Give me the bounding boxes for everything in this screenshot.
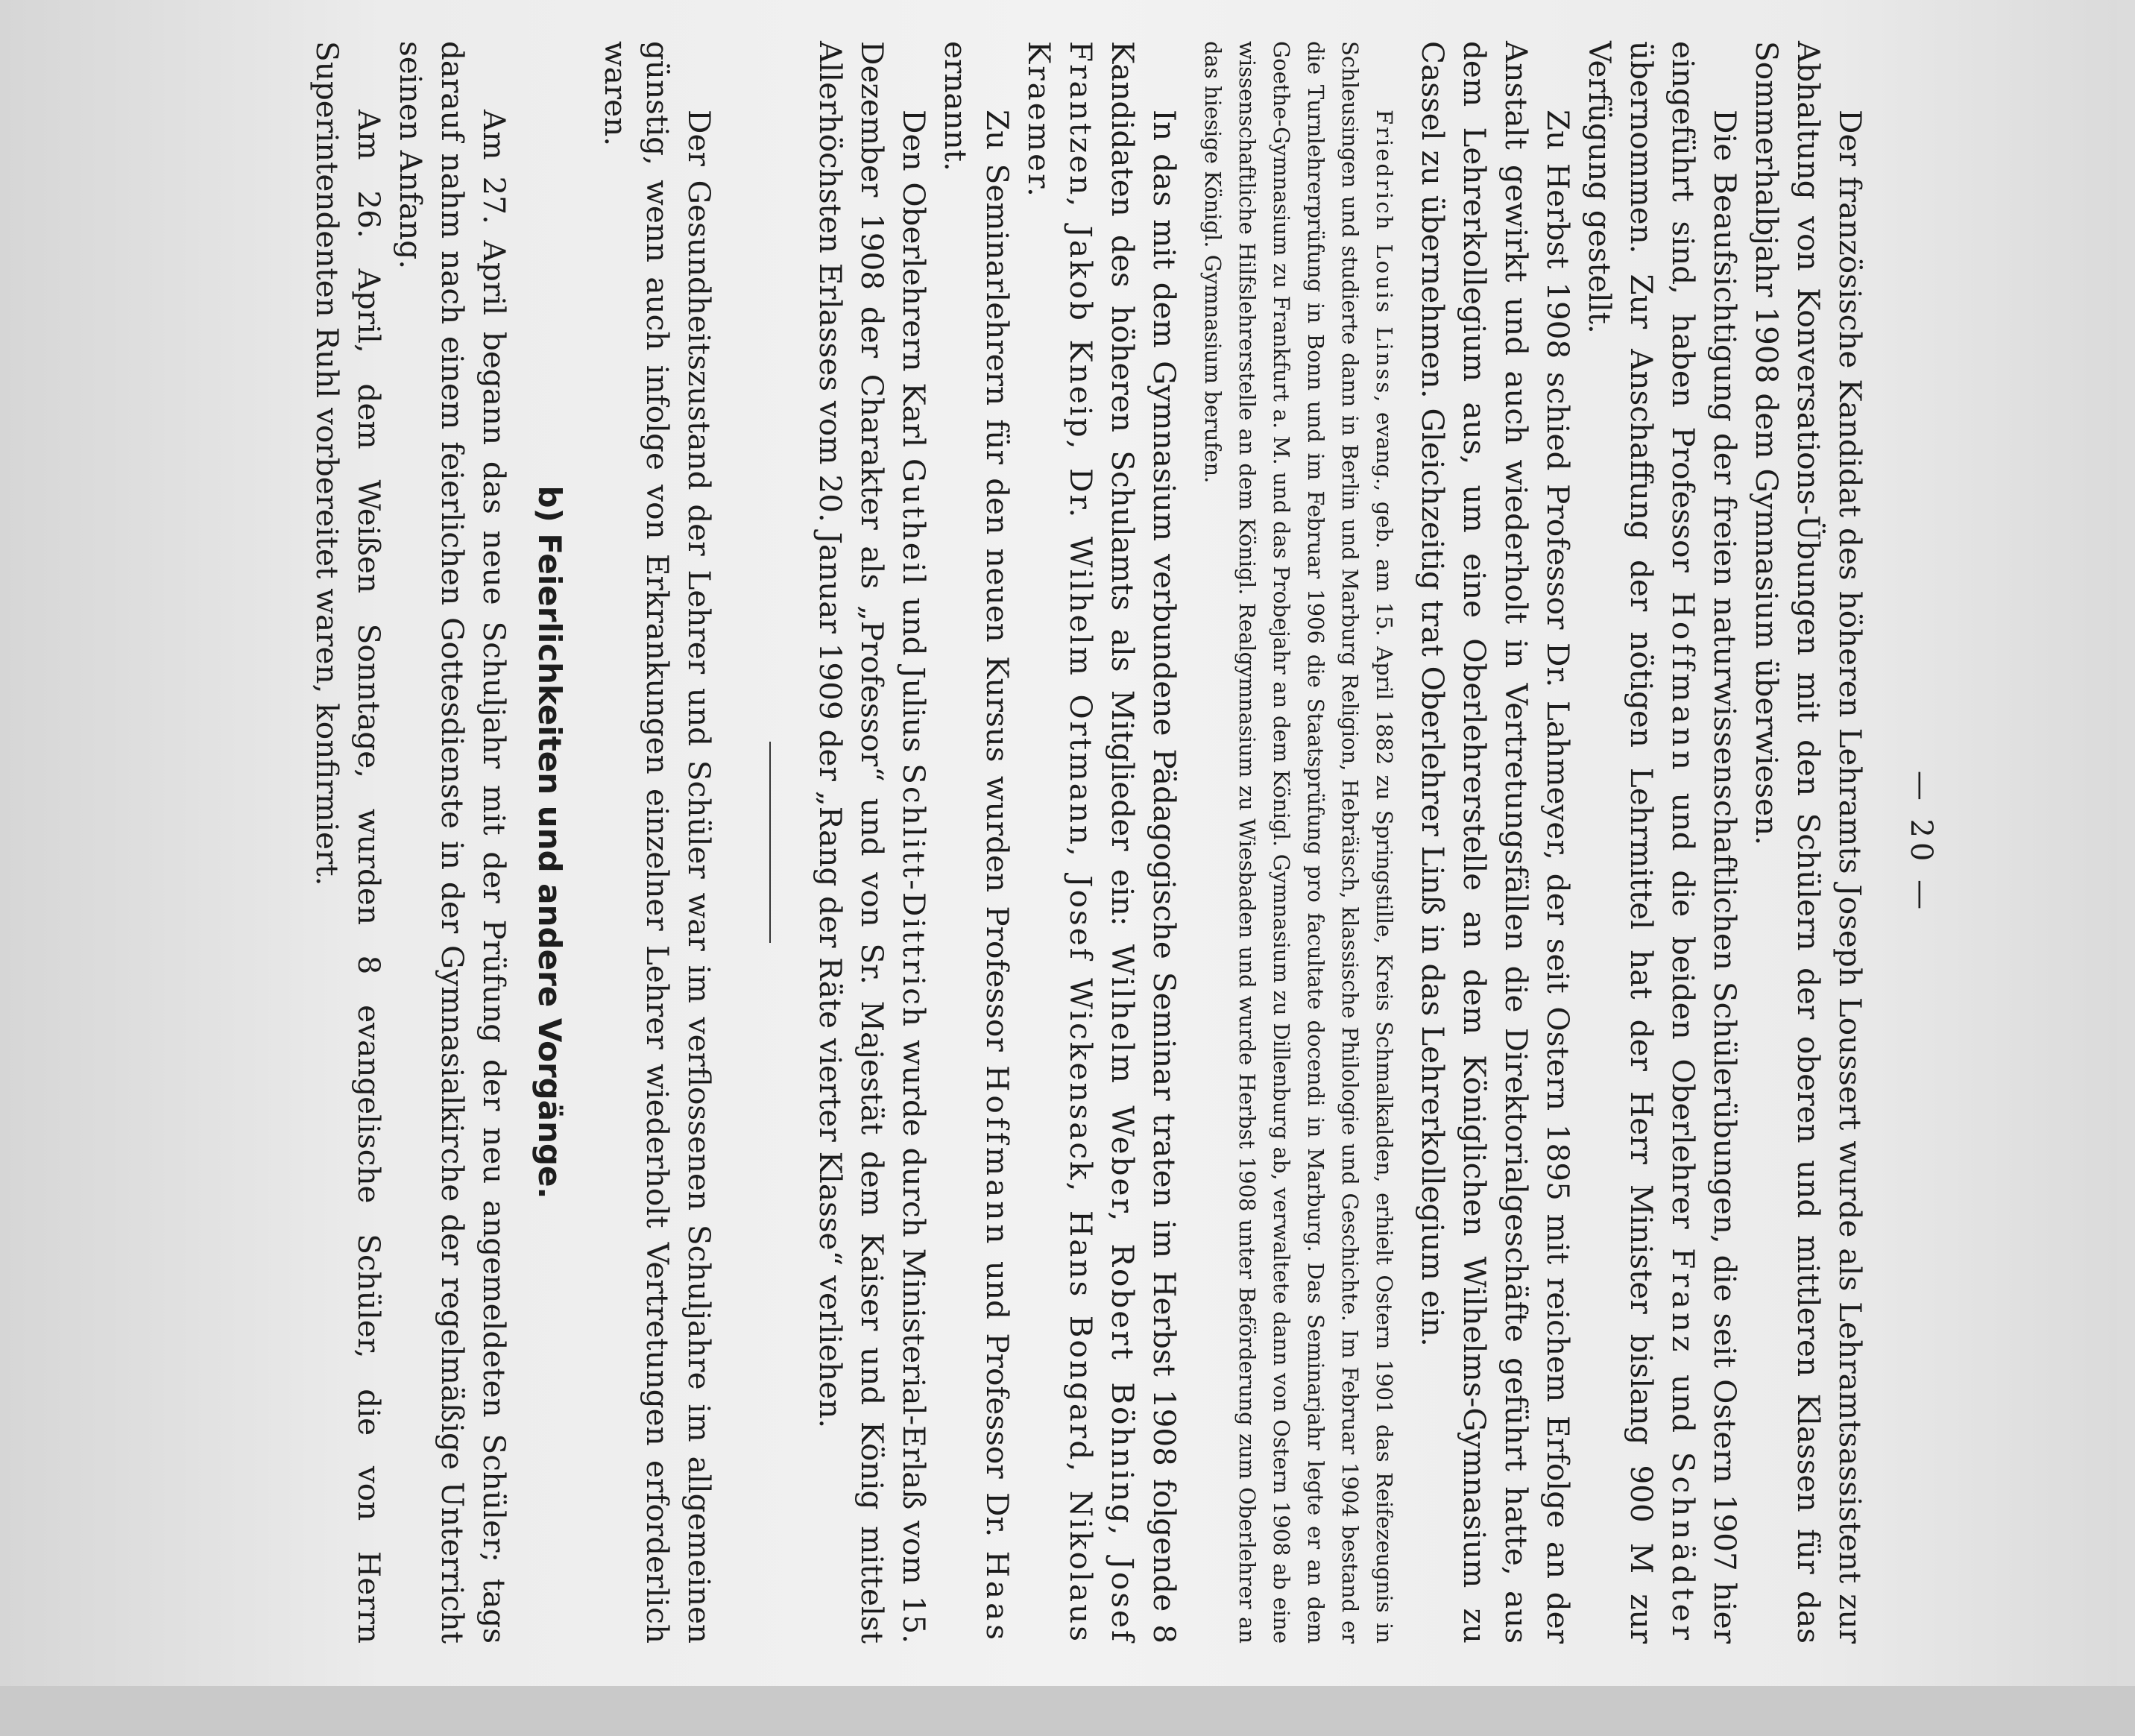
- page-edge-right: [2117, 0, 2135, 1686]
- paragraph-konfirmation: Am 26. April, dem Weißen Sonntage, wurden 8 evangelische Schüler, die von Herrn Superintendenten Ruhl vorbereitet waren, konfirmiert.: [309, 41, 387, 1644]
- paragraph-gesundheitszustand: Der Gesundheitszustand der Lehrer und Schüler war im verflossenen Schuljahre im allgemeinen günstig, wenn auch infolge von Erkrankungen einzelner Lehrer wiederholt Vertretungen erforderlich waren.: [598, 41, 717, 1644]
- paragraph-linss-biography: Friedrich Louis Linss, evang., geb. am 15. April 1882 zu Springstille, Kreis Schmalkalden, erhielt Ostern 1901 das Reifezeugnis in Schleusingen und studierte dann in Berlin und Marburg Religion, Hebräisch, klassische Philologie und Geschichte. Im Februar 1904 bestand er die Turnlehrerprüfung in Bonn und im Februar 1906 die Staatsprüfung pro facultate docendi in Marburg. Das Seminarjahr legte er an dem Goethe-Gymnasium zu Frankfurt a. M. und das Probejahr an dem Königl. Gymnasium zu Dillenburg ab, verwaltete dann von Ostern 1908 ab eine wissenschaftliche Hilfslehrerstelle an dem Königl. Realgymnasium zu Wiesbaden und wurde Herbst 1908 unter Beförderung zum Oberlehrer an das hiesige Königl. Gymnasium berufen.: [1200, 41, 1397, 1644]
- page-edge-bottom: [0, 1686, 2135, 1736]
- paragraph-seminarlehrer: Zu Seminarlehrern für den neuen Kursus wurden Professor Hoffmann und Professor Dr. Haas ernannt.: [938, 41, 1015, 1644]
- paragraph-schueleruebungen: Die Beaufsichtigung der freien naturwissenschaftlichen Schülerübungen, die seit Ostern 1907 hier eingeführt sind, haben Professor Hoffmann und die beiden Oberlehrer Franz und Schnädter übernommen. Zur Anschaffung der nötigen Lehrmittel hat der Herr Minister bislang 900 M zur Verfügung gestellt.: [1582, 41, 1743, 1644]
- section-heading: b) Feierlichkeiten und andere Vorgänge.: [532, 485, 568, 1199]
- paragraph-schuljahr: Am 27. April begann das neue Schuljahr mit der Prüfung der neu angemeldeten Schüler; tags darauf nahm nach einem feierlichen Gottesdienste in der Gymnasialkirche der regelmäßige Unterricht seinen Anfang.: [393, 41, 512, 1644]
- paragraph-oberlehrer-charakter: Den Oberlehrern Karl Gutheil und Julius Schlitt-Dittrich wurde durch Ministerial-Erlaß vom 15. Dezember 1908 der Charakter als „Professor“ und von Sr. Majestät dem Kaiser und König mittelst Allerhöchsten Erlasses vom 20. Januar 1909 der „Rang der Räte vierter Klasse“ verliehen.: [813, 41, 932, 1644]
- paragraph-seminar: In das mit dem Gymnasium verbundene Pädagogische Seminar traten im Herbst 1908 folgende 8 Kandidaten des höheren Schulamts als Mitglieder ein: Wilhelm Weber, Robert Böhning, Josef Frantzen, Jakob Kneip, Dr. Wilhelm Ortmann, Josef Wickensack, Hans Bongard, Nikolaus Kraemer.: [1021, 41, 1182, 1644]
- page-number: — 20 —: [1904, 770, 1938, 915]
- rotated-document-page: [134, 41, 1938, 1644]
- paragraph-loussert: Der französische Kandidat des höheren Lehramts Joseph Loussert wurde als Lehramtsassistent zur Abhaltung von Konversations-Übungen mit den Schülern der oberen und mittleren Klassen für das Sommerhalbjahr 1908 dem Gymnasium überwiesen.: [1749, 41, 1868, 1644]
- section-divider: [769, 742, 771, 943]
- paragraph-lahmeyer: Zu Herbst 1908 schied Professor Dr. Lahmeyer, der seit Ostern 1895 mit reichem Erfolge an der Anstalt gewirkt und auch wiederholt in Vertretungsfällen die Direktorialgeschäfte geführt hatte, aus dem Lehrerkollegium aus, um eine Oberlehrerstelle an dem Königlichen Wilhelms-Gymnasium zu Cassel zu übernehmen. Gleichzeitig trat Oberlehrer Linß in das Lehrerkollegium ein.: [1415, 41, 1576, 1644]
